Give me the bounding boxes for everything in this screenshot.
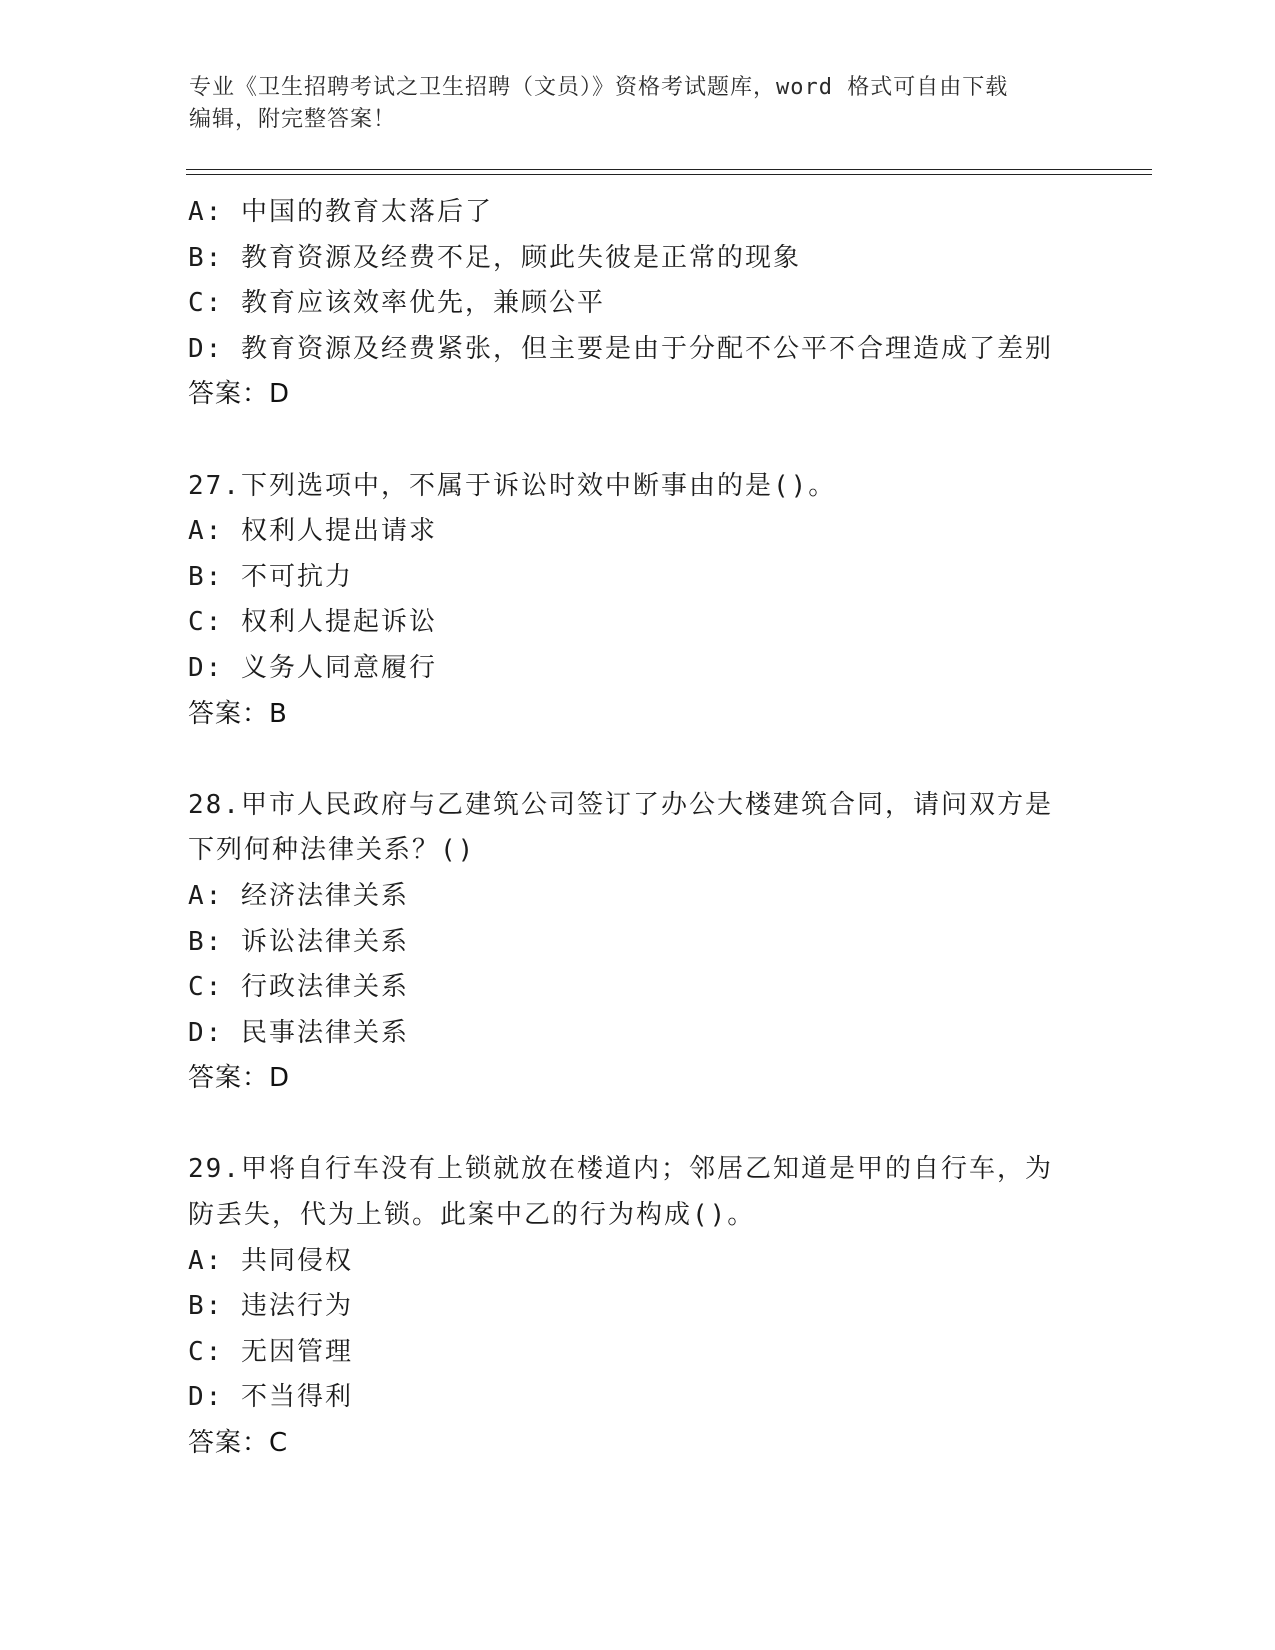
option-b: B: 不可抗力 <box>188 561 353 592</box>
header-line-2: 编辑，附完整答案！ <box>189 107 397 132</box>
header-divider-top <box>186 169 1152 170</box>
spacer <box>188 418 1108 464</box>
option-d: D: 义务人同意履行 <box>188 652 437 683</box>
question-28 <box>188 783 1108 1102</box>
option-a: A: 经济法律关系 <box>188 880 409 911</box>
option-c: C: 教育应该效率优先，兼顾公平 <box>188 288 605 319</box>
question-stem-continued: 下列何种法律关系？() <box>188 835 476 866</box>
option-c: C: 行政法律关系 <box>188 972 409 1003</box>
header-divider-bottom <box>186 174 1152 175</box>
question-27 <box>188 464 1108 738</box>
option-d: D: 民事法律关系 <box>188 1017 409 1048</box>
question-29 <box>188 1147 1108 1466</box>
question-26-continued <box>188 190 1108 418</box>
option-d: D: 不当得利 <box>188 1382 353 1413</box>
document-header <box>189 72 1089 136</box>
option-d: D: 教育资源及经费紧张，但主要是由于分配不公平不合理造成了差别 <box>188 333 1053 364</box>
option-a: A: 权利人提出请求 <box>188 516 437 547</box>
answer: 答案：D <box>188 379 291 410</box>
option-b: B: 教育资源及经费不足，顾此失彼是正常的现象 <box>188 242 801 273</box>
answer: 答案：C <box>188 1428 289 1459</box>
question-stem: 27.下列选项中，不属于诉讼时效中断事由的是()。 <box>188 470 837 501</box>
question-stem: 29.甲将自行车没有上锁就放在楼道内；邻居乙知道是甲的自行车，为 <box>188 1154 1053 1185</box>
answer: 答案：B <box>188 698 288 729</box>
answer: 答案：D <box>188 1063 291 1094</box>
option-b: B: 违法行为 <box>188 1291 353 1322</box>
spacer <box>188 737 1108 783</box>
question-list <box>188 190 1108 1467</box>
header-line-1: 专业《卫生招聘考试之卫生招聘（文员）》资格考试题库，word 格式可自由下载 <box>189 75 1009 100</box>
option-b: B: 诉讼法律关系 <box>188 926 409 957</box>
option-a: A: 中国的教育太落后了 <box>188 197 493 227</box>
question-stem-continued: 防丢失，代为上锁。此案中乙的行为构成()。 <box>188 1200 756 1231</box>
option-c: C: 权利人提起诉讼 <box>188 607 437 638</box>
spacer <box>188 1102 1108 1148</box>
question-stem: 28.甲市人民政府与乙建筑公司签订了办公大楼建筑合同，请问双方是 <box>188 789 1053 820</box>
option-c: C: 无因管理 <box>188 1336 353 1367</box>
option-a: A: 共同侵权 <box>188 1245 353 1276</box>
